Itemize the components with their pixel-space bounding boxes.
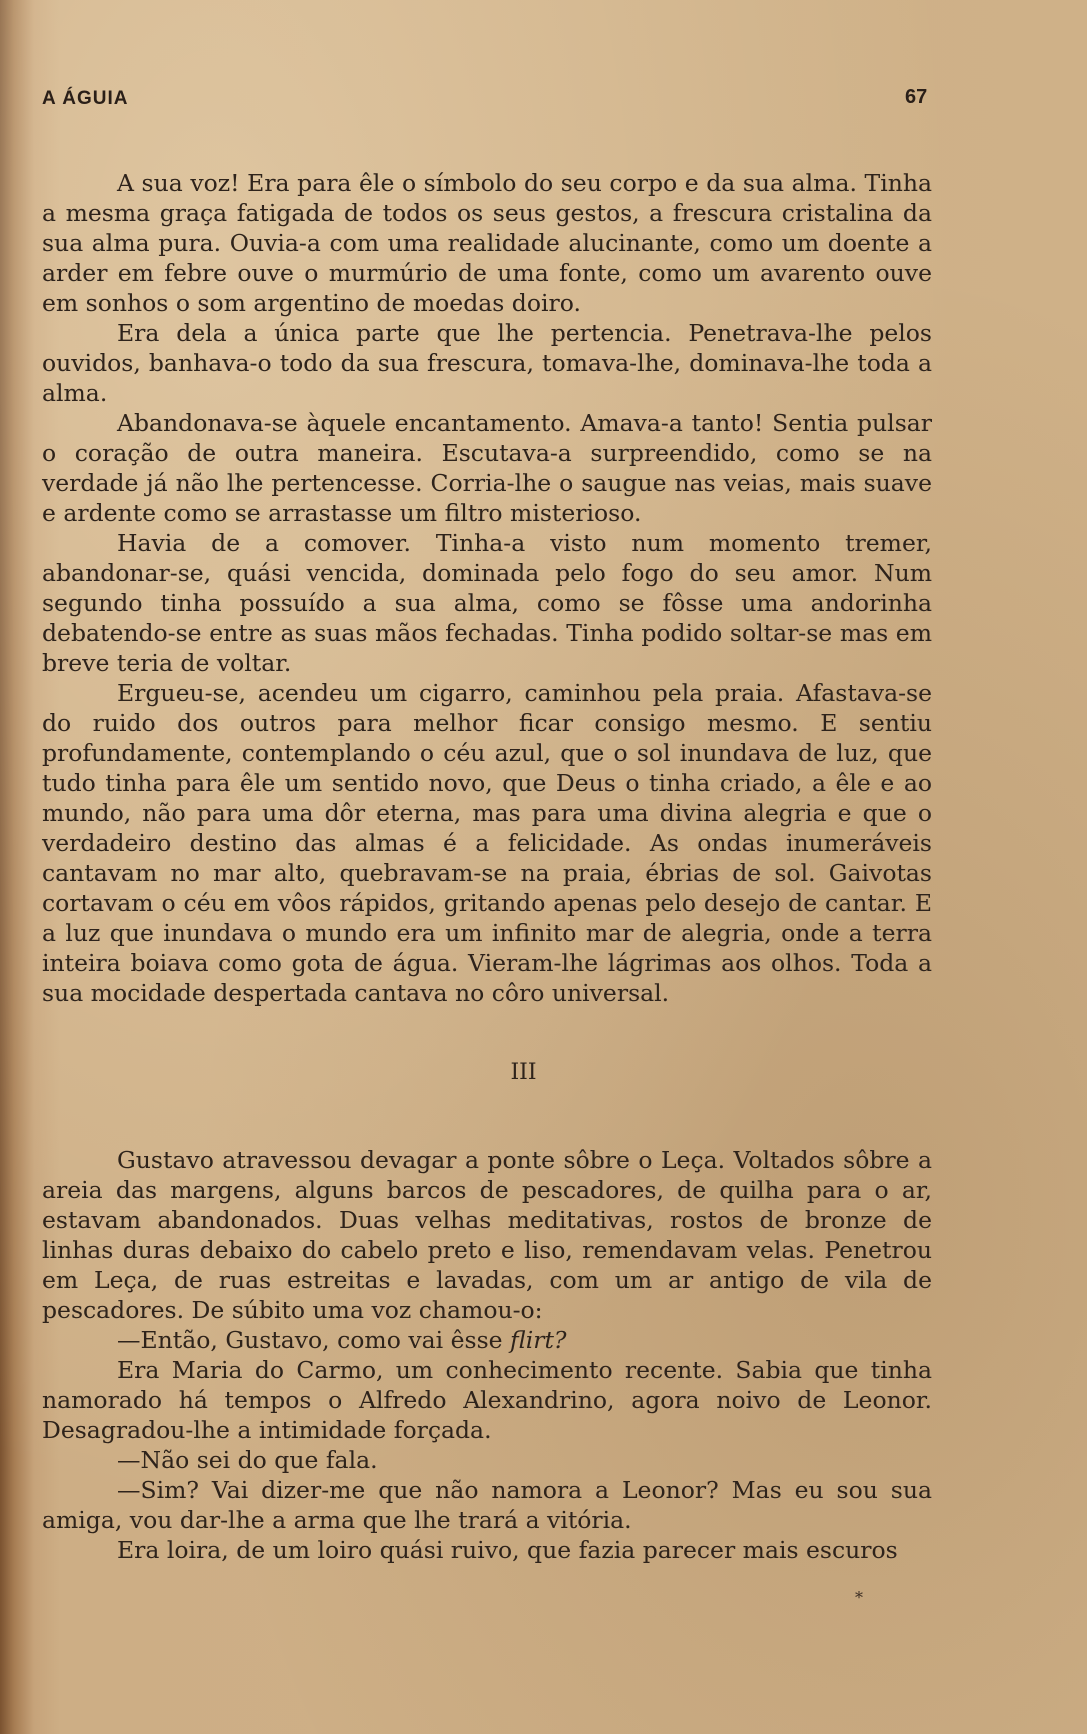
paragraph: Abandonava-se àquele encantamento. Amava-a tanto! Sentia pulsar o coração de outra maneira. Escutava-a surpreendido, como se na verdade já não lhe pertencesse. Corria-lhe o saugue nas veias, mais suave e ardente como se arrastasse um filtro misterioso. <box>42 409 932 527</box>
dialogue-line <box>42 1325 932 1355</box>
text-block-section-2 <box>42 1145 932 1565</box>
text-block-section-1 <box>42 168 932 1008</box>
footer-mark: * <box>855 1588 863 1607</box>
paragraph: Era Maria do Carmo, um conhecimento recente. Sabia que tinha namorado há tempos o Alfredo Alexandrino, agora noivo de Leonor. Desagradou-lhe a intimidade forçada. <box>42 1356 932 1444</box>
dialogue-line: —Não sei do que fala. <box>117 1446 378 1474</box>
page-number: 67 <box>905 86 928 108</box>
section-heading-numeral: III <box>510 1060 537 1085</box>
section-heading <box>0 1060 1087 1085</box>
paragraph: Ergueu-se, acendeu um cigarro, caminhou pela praia. Afastava-se do ruido dos outros para melhor ficar consigo mesmo. E sentiu profundamente, contemplando o céu azul, que o sol inundava de luz, que tudo tinha para êle um sentido novo, que Deus o tinha criado, a êle e ao mundo, não para uma dôr eterna, mas para uma divina alegria e que o verdadeiro destino das almas é a felicidade. As ondas inumeráveis cantavam no mar alto, quebravam-se na praia, ébrias de sol. Gaivotas cortavam o céu em vôos rápidos, gritando apenas pelo desejo de cantar. E a luz que inundava o mundo era um infinito mar de alegria, onde a terra inteira boiava como gota de água. Vieram-lhe lágrimas aos olhos. Toda a sua mocidade despertada cantava no côro universal. <box>42 679 932 1007</box>
paragraph: Era dela a única parte que lhe pertencia. Penetrava-lhe pelos ouvidos, banhava-o todo da sua frescura, tomava-lhe, dominava-lhe toda a alma. <box>42 319 932 407</box>
dialogue-line: —Sim? Vai dizer-me que não namora a Leonor? Mas eu sou sua amiga, vou dar-lhe a arma que lhe trará a vitória. <box>42 1476 932 1534</box>
paragraph: A sua voz! Era para êle o símbolo do seu corpo e da sua alma. Tinha a mesma graça fatigada de todos os seus gestos, a frescura cristalina da sua alma pura. Ouvia-a com uma realidade alucinante, como um doente a arder em febre ouve o murmúrio de uma fonte, como um avarento ouve em sonhos o som argentino de moedas doiro. <box>42 169 932 317</box>
paragraph: Era loira, de um loiro quási ruivo, que fazia parecer mais escuros <box>117 1536 898 1564</box>
running-title: A ÁGUIA <box>42 88 129 109</box>
italic-word: flirt? <box>510 1326 567 1354</box>
paragraph: Havia de a comover. Tinha-a visto num momento tremer, abandonar-se, quási vencida, dominada pelo fogo do seu amor. Num segundo tinha possuído a sua alma, como se fôsse uma andorinha debatendo-se entre as suas mãos fechadas. Tinha podido soltar-se mas em breve teria de voltar. <box>42 529 932 677</box>
dialogue-text: —Então, Gustavo, como vai êsse <box>117 1326 511 1354</box>
paragraph: Gustavo atravessou devagar a ponte sôbre o Leça. Voltados sôbre a areia das margens, alguns barcos de pescadores, de quilha para o ar, estavam abandonados. Duas velhas meditativas, rostos de bronze de linhas duras debaixo do cabelo preto e liso, remendavam velas. Penetrou em Leça, de ruas estreitas e lavadas, com um ar antigo de vila de pescadores. De súbito uma voz chamou-o: <box>42 1146 932 1324</box>
